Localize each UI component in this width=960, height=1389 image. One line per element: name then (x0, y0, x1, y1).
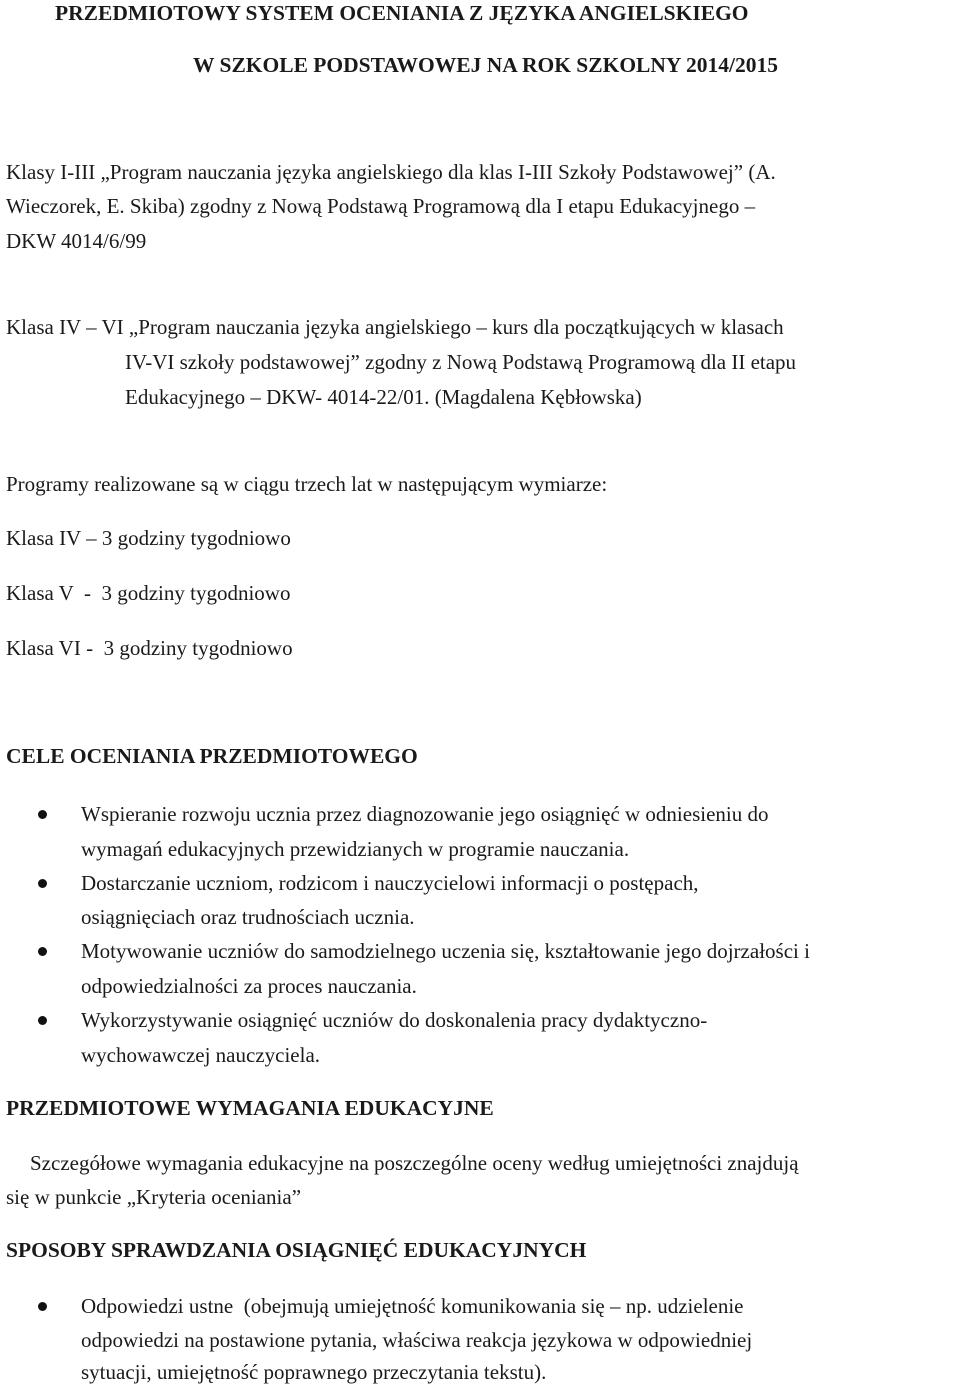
goal-item-2-line-1: Dostarczanie uczniom, rodzicom i nauczycielowi informacji o postępach, (81, 871, 699, 895)
bullet-icon (38, 947, 47, 956)
schedule-row-klasa-5: Klasa V - 3 godziny tygodniowo (6, 581, 291, 605)
program-1-3-line-1: Klasy I-III „Program nauczania języka angielskiego dla klas I-III Szkoły Podstawowej” (A. (6, 160, 776, 184)
goal-item-1-line-2: wymagań edukacyjnych przewidzianych w programie nauczania. (81, 837, 630, 861)
goals-heading: CELE OCENIANIA PRZEDMIOTOWEGO (6, 744, 418, 768)
document-title-line-2: W SZKOLE PODSTAWOWEJ NA ROK SZKOLNY 2014/2015 (193, 53, 778, 77)
document-title-line-1: PRZEDMIOTOWY SYSTEM OCENIANIA Z JĘZYKA ANGIELSKIEGO (55, 1, 749, 25)
requirements-line-1: Szczegółowe wymagania edukacyjne na poszczególne oceny według umiejętności znajdują (30, 1151, 799, 1175)
method-item-1-line-2: odpowiedzi na postawione pytania, właściwa reakcja językowa w odpowiedniej (81, 1328, 753, 1352)
schedule-intro: Programy realizowane są w ciągu trzech lat w następującym wymiarze: (6, 472, 608, 496)
goal-item-2-line-2: osiągnięciach oraz trudnościach ucznia. (81, 905, 415, 929)
schedule-row-klasa-6: Klasa VI - 3 godziny tygodniowo (6, 636, 293, 660)
requirements-heading: PRZEDMIOTOWE WYMAGANIA EDUKACYJNE (6, 1096, 494, 1120)
goal-item-3-line-2: odpowiedzialności za proces nauczania. (81, 974, 417, 998)
schedule-row-klasa-4: Klasa IV – 3 godziny tygodniowo (6, 526, 291, 550)
method-item-1-line-1: Odpowiedzi ustne (obejmują umiejętność komunikowania się – np. udzielenie (81, 1294, 744, 1318)
bullet-icon (38, 1302, 47, 1311)
methods-heading: SPOSOBY SPRAWDZANIA OSIĄGNIĘĆ EDUKACYJNYCH (6, 1238, 587, 1262)
program-4-6-line-3: Edukacyjnego – DKW- 4014-22/01. (Magdalena Kębłowska) (125, 385, 642, 409)
goal-item-4-line-1: Wykorzystywanie osiągnięć uczniów do doskonalenia pracy dydaktyczno- (81, 1008, 708, 1032)
goal-item-4-line-2: wychowawczej nauczyciela. (81, 1043, 321, 1067)
requirements-line-2: się w punkcie „Kryteria oceniania” (6, 1185, 302, 1209)
goal-item-3-line-1: Motywowanie uczniów do samodzielnego uczenia się, kształtowanie jego dojrzałości i (81, 939, 810, 963)
program-1-3-line-3: DKW 4014/6/99 (6, 229, 147, 253)
bullet-icon (38, 879, 47, 888)
program-4-6-line-2: IV-VI szkoły podstawowej” zgodny z Nową Podstawą Programową dla II etapu (125, 350, 797, 374)
program-4-6-line-1: Klasa IV – VI „Program nauczania języka angielskiego – kurs dla początkujących w klasach (6, 315, 784, 339)
bullet-icon (38, 810, 47, 819)
goal-item-1-line-1: Wspieranie rozwoju ucznia przez diagnozowanie jego osiągnięć w odniesieniu do (81, 802, 769, 826)
method-item-1-line-3: sytuacji, umiejętność poprawnego przeczytania tekstu). (81, 1360, 547, 1384)
program-1-3-line-2: Wieczorek, E. Skiba) zgodny z Nową Podstawą Programową dla I etapu Edukacyjnego – (6, 194, 756, 218)
bullet-icon (38, 1016, 47, 1025)
